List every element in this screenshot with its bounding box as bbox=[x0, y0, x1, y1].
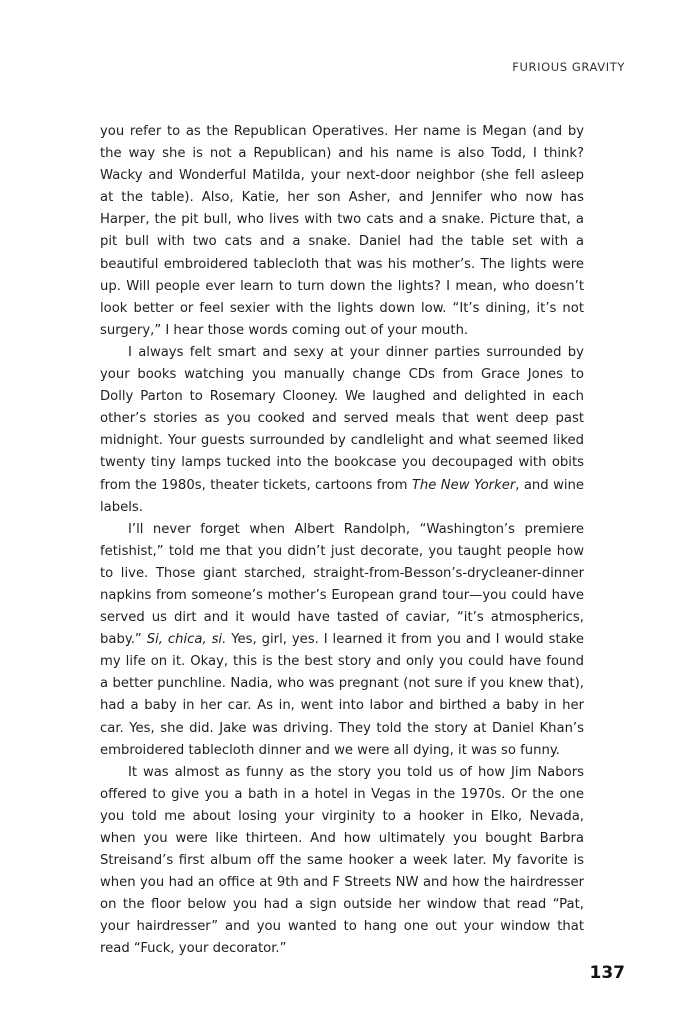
paragraph-4 bbox=[100, 762, 584, 961]
paragraph-2 bbox=[100, 342, 584, 519]
paragraph-1 bbox=[100, 121, 584, 342]
paragraph-3 bbox=[100, 519, 584, 762]
running-head: FURIOUS GRAVITY bbox=[512, 60, 625, 74]
paragraph-text: Yes, girl, yes. I learned it from you and I would stake my life on it. Okay, this is the best story and only you could have found a better punchline. Nadia, who was pregnant (not sure if you knew that), had a baby in her car. As in, went into labor and birthed a baby in her car. Yes, she did. Jake was driving. They told the story at Daniel Khan’s embroidered tablecloth dinner and we were all dying, it was so funny. bbox=[100, 632, 584, 758]
paragraph-text: I always felt smart and sexy at your dinner parties surrounded by your books watching you manually change CDs from Grace Jones to Dolly Parton to Rosemary Clooney. We laughed and delighted in each other’s stories as you cooked and served meals that went deep past midnight. Your guests surrounded by candlelight and what seemed liked twenty tiny lamps tucked into the bookcase you decoupaged with obits from the 1980s, theater tickets, cartoons from bbox=[100, 344, 584, 493]
page-number: 137 bbox=[589, 963, 625, 983]
paragraph-text: you refer to as the Republican Operatives. Her name is Megan (and by the way she is not a Republican) and his name is also Todd, I think? Wacky and Wonderful Matilda, your next-door neighbor (she fell asleep at the table). Also, Katie, her son Asher, and Jennifer who now has Harper, the pit bull, who lives with two cats and a snake. Picture that, a pit bull with two cats and a snake. Daniel had the table set with a beautiful embroidered tablecloth that was his mother’s. The lights were up. Will people ever learn to turn down the lights? I mean, who doesn’t look better or feel sexier with the lights down low. “It’s dining, it’s not surgery,” I hear those words coming out of your mouth. bbox=[100, 124, 584, 338]
paragraph-text: , and wine labels. bbox=[100, 477, 584, 515]
paragraph-text: It was almost as funny as the story you told us of how Jim Nabors offered to give you a bath in a hotel in Vegas in the 1970s. Or the one you told me about losing your virginity to a hooker in Elko, Nevada, when you were like thirteen. And how ultimately you bought Barbra Streisand’s first album off the same hooker a week later. My favorite is when you had an office at 9th and F Streets NW and how the hairdresser on the floor below you had a sign outside her window that read “Pat, your hairdresser” and you wanted to hang one out your window that read “Fuck, your decorator.” bbox=[100, 764, 584, 957]
paragraph-text: I’ll never forget when Albert Randolph, “Washington’s premiere fetishist,” told me that you didn’t just decorate, you taught people how to live. Those giant starched, straight-from-Besson’s-drycleaner-dinner napkins from someone’s mother’s European grand tour—you could have served us dirt and it would have tasted of caviar, “it’s atmospherics, baby.” bbox=[100, 521, 584, 648]
italic-title: The New Yorker bbox=[411, 477, 516, 493]
body-text bbox=[100, 121, 584, 961]
italic-phrase: Si, chica, si. bbox=[146, 632, 227, 648]
